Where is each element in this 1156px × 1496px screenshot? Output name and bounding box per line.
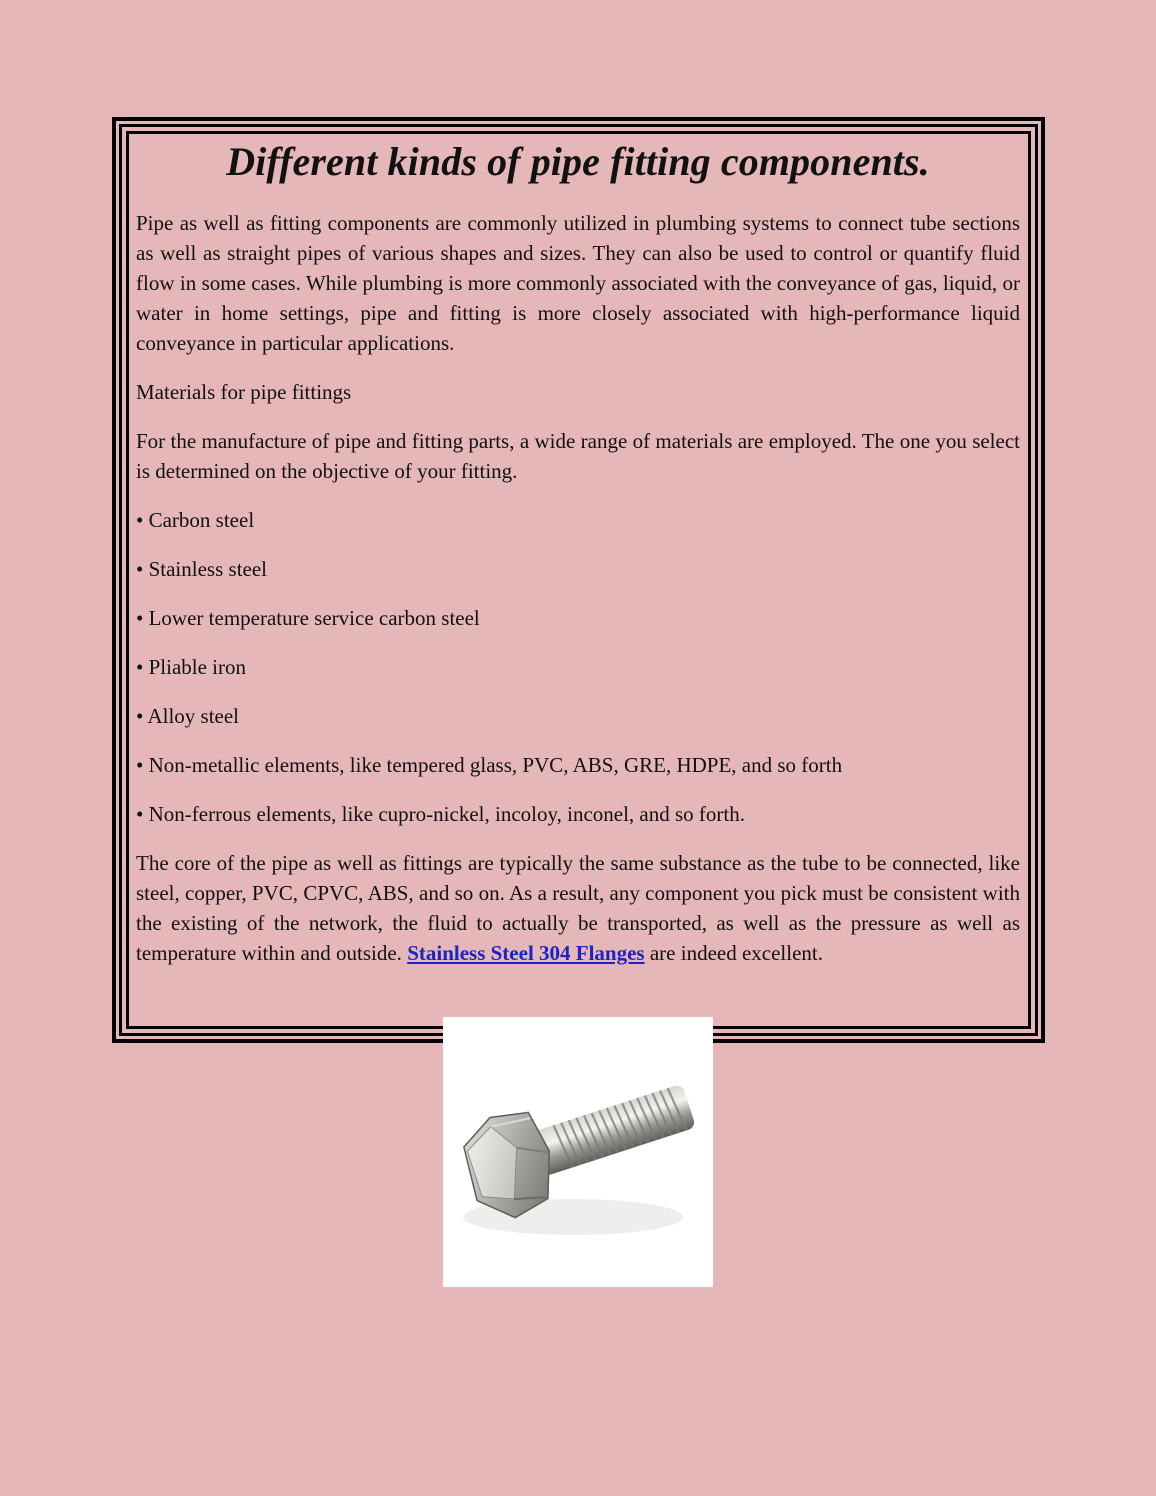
closing-text-end: are indeed excellent. xyxy=(644,941,824,965)
list-item: • Alloy steel xyxy=(136,704,240,728)
page-title: Different kinds of pipe fitting components. xyxy=(226,139,930,184)
list-item: • Non-ferrous elements, like cupro-nickel, incoloy, inconel, and so forth. xyxy=(136,802,745,826)
materials-heading: Materials for pipe fittings xyxy=(136,380,352,404)
document-content xyxy=(136,136,1020,968)
intro-paragraph: Pipe as well as fitting components are commonly utilized in plumbing systems to connect tube sections as well as straight pipes of various shapes and sizes. They can also be used to control or quantify fluid flow in some cases. While plumbing is more commonly associated with the conveyance of gas, liquid, or water in home settings, pipe and fitting is more closely associated with high-performance liquid conveyance in particular applications. xyxy=(136,211,1020,355)
hex-bolt-image xyxy=(443,1017,713,1287)
materials-intro-paragraph: For the manufacture of pipe and fitting parts, a wide range of materials are employed. The one you select is determined on the objective of your fitting. xyxy=(136,429,1020,483)
list-item: • Pliable iron xyxy=(136,655,247,679)
list-item: • Carbon steel xyxy=(136,508,255,532)
list-item: • Stainless steel xyxy=(136,557,268,581)
hex-bolt-icon xyxy=(443,1017,713,1287)
closing-text-start: The core of the pipe as well as fittings are typically the same substance as the tube to be connected, like steel, copper, PVC, CPVC, ABS, and so on. As a result, any component you pick must be consistent with the existing of the network, the fluid to actually be transported, as well as the pressure as well as temperature within and outside. xyxy=(136,851,1020,965)
list-item: • Lower temperature service carbon steel xyxy=(136,606,480,630)
stainless-steel-flanges-link[interactable]: Stainless Steel 304 Flanges xyxy=(407,941,645,965)
closing-paragraph xyxy=(136,848,1020,968)
list-item: • Non-metallic elements, like tempered glass, PVC, ABS, GRE, HDPE, and so forth xyxy=(136,753,843,777)
